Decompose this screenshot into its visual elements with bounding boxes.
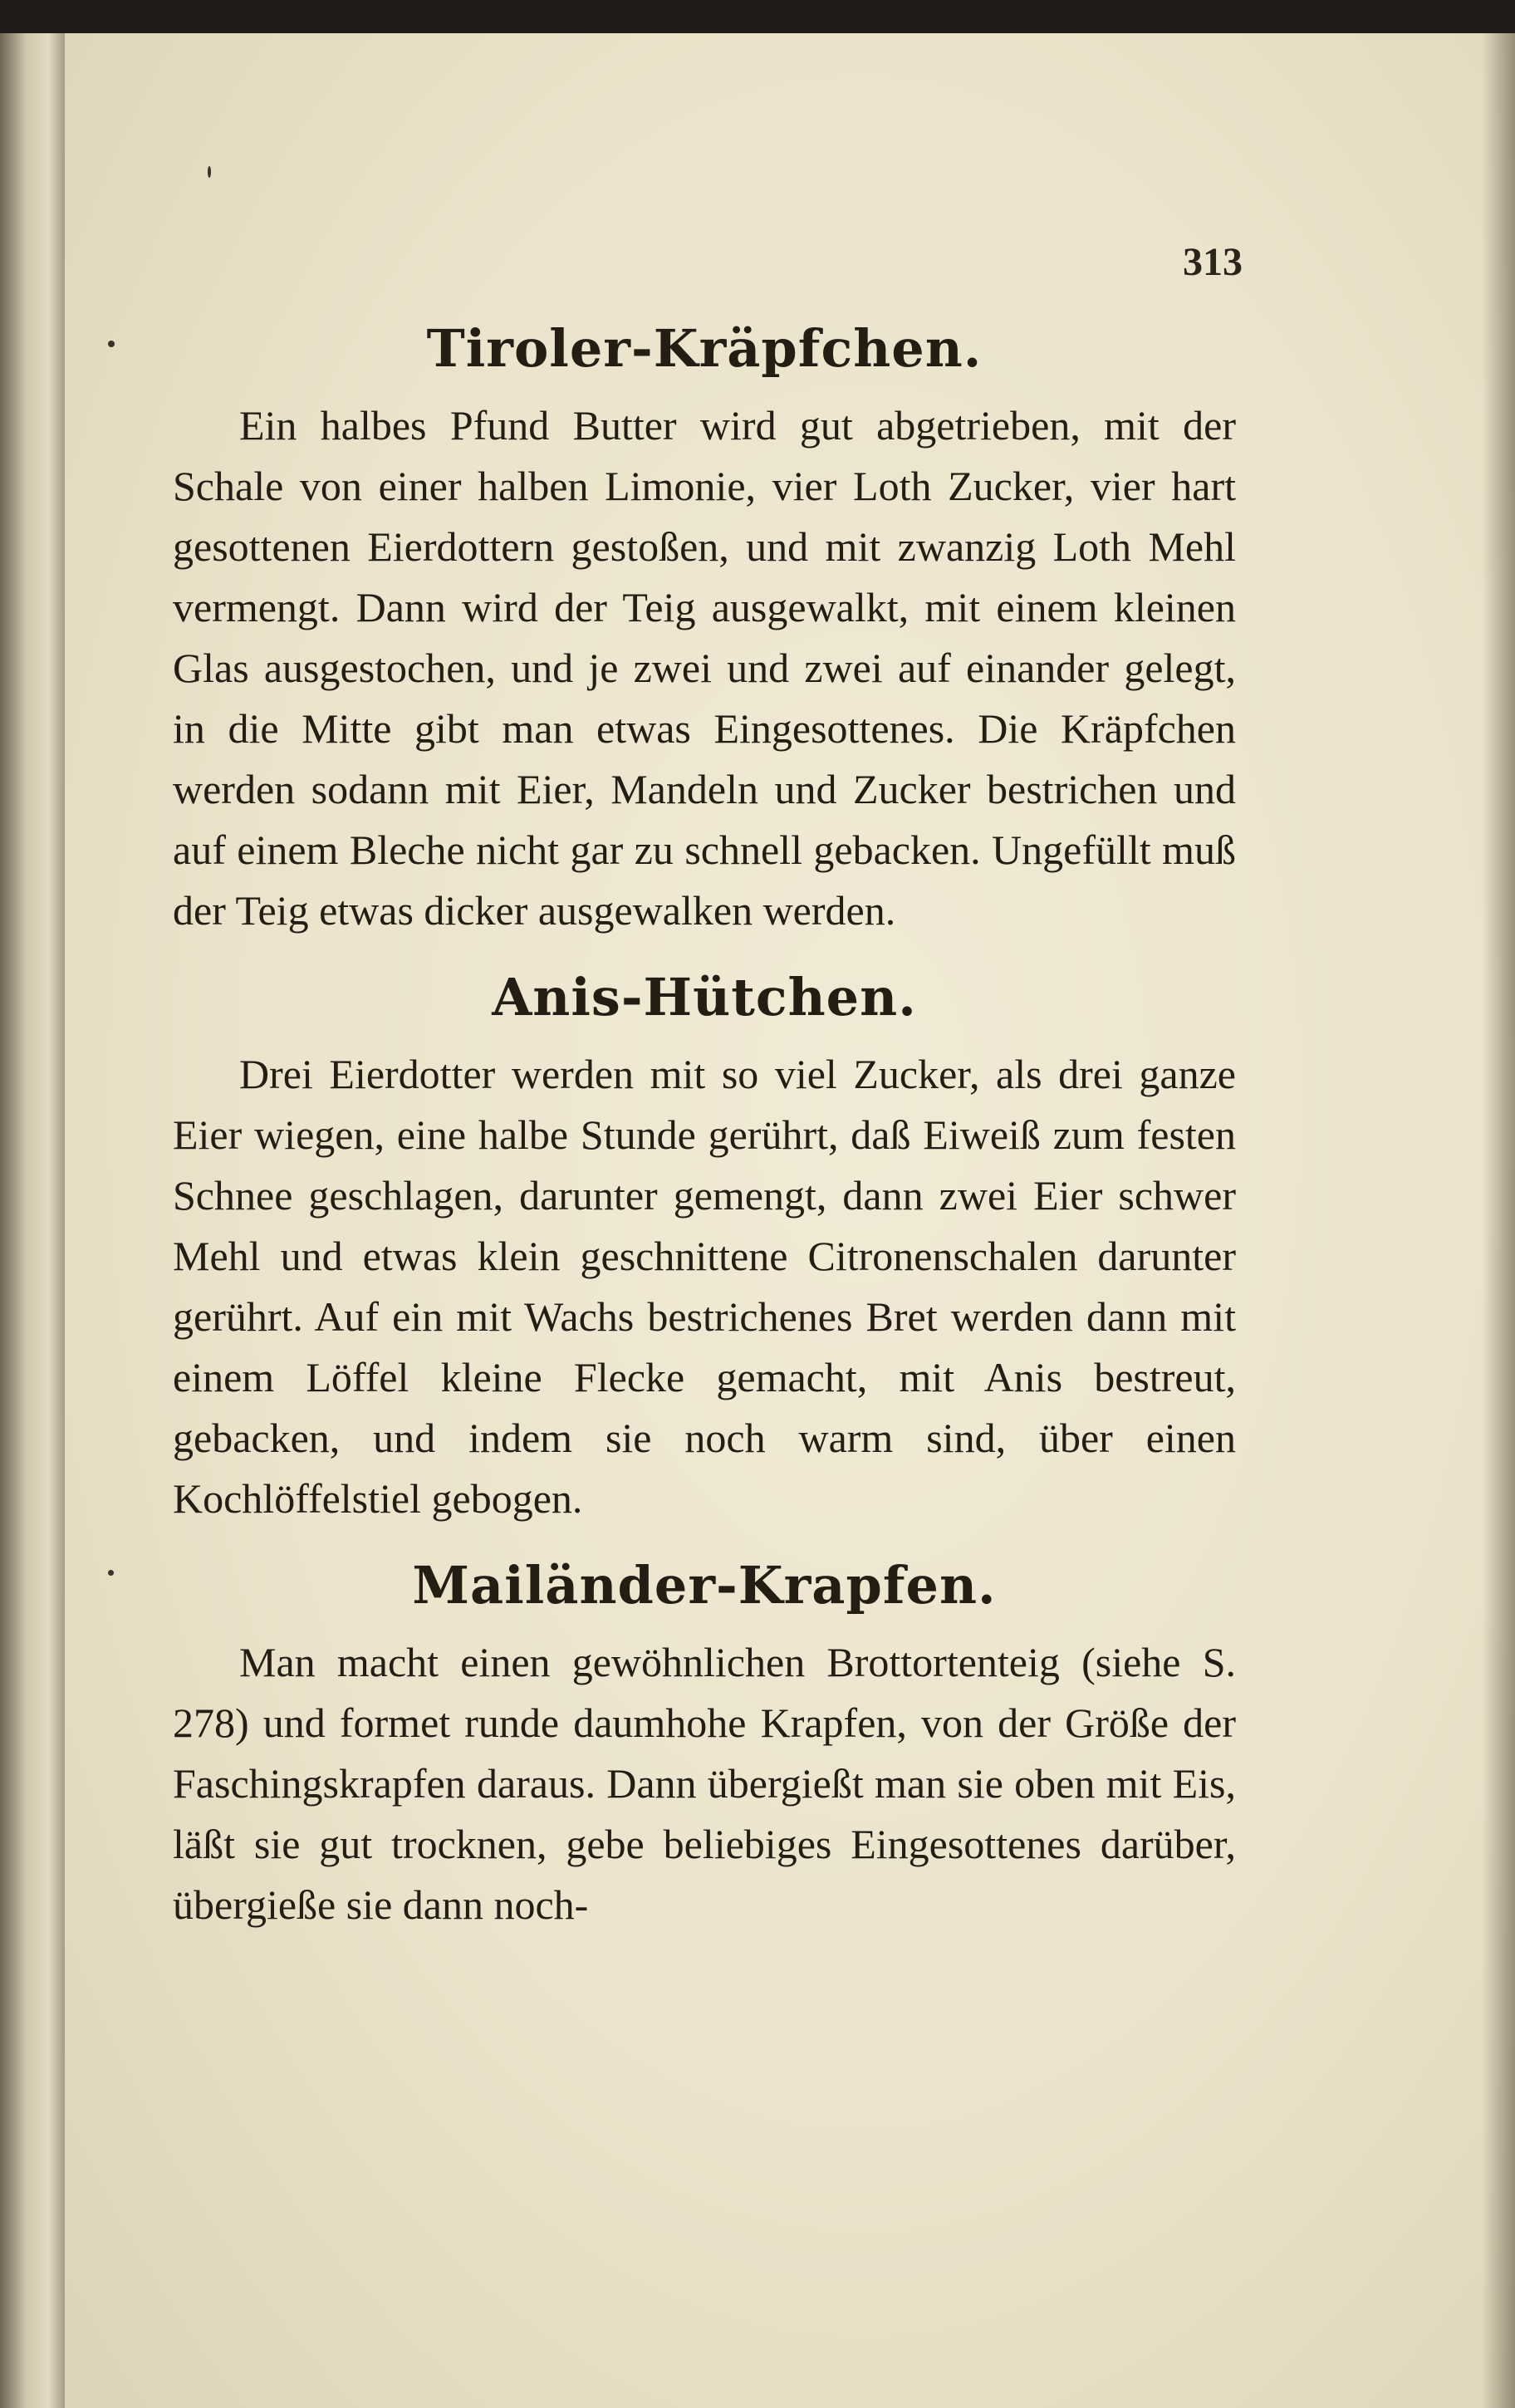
ink-speck	[208, 166, 211, 178]
recipe-text: Drei Eierdotter werden mit so viel Zucker, als drei ganze Eier wiegen, eine halbe Stunde gerührt, daß Eiweiß zum festen Schnee geschlagen, darunter gemengt, dann zwei Eier schwer Mehl und etwas klein geschnittene Citronenschalen darunter gerührt. Auf ein mit Wachs bestrichenes Bret werden dann mit einem Löffel kleine Flecke gemacht, mit Anis bestreut, gebacken, und indem sie noch warm sind, über einen Kochlöffelstiel gebogen.	[173, 1051, 1236, 1522]
recipe-title: Anis-Hütchen.	[492, 967, 917, 1027]
ink-speck	[108, 341, 115, 347]
ink-speck	[108, 1570, 114, 1576]
recipe-title: Tiroler-Kräpfchen.	[426, 318, 983, 379]
recipe-title: Mailänder-Krapfen.	[412, 1555, 997, 1616]
page-number: 313	[1183, 240, 1243, 284]
left-page-edge	[0, 33, 65, 2408]
recipe-text: Man macht einen gewöhnlichen Brottortenteig (siehe S. 278) und formet runde daumhohe Krapfen, von der Größe der Faschingskrapfen daraus. Dann übergießt man sie oben mit Eis, läßt sie gut trocknen, gebe beliebiges Eingesottenes darüber, übergieße sie dann noch-	[173, 1639, 1236, 1928]
page-shadow	[1482, 33, 1515, 2408]
page-body	[173, 316, 1236, 1935]
recipe-text: Ein halbes Pfund Butter wird gut abgetrieben, mit der Schale von einer halben Limonie, vier Loth Zucker, vier hart gesottenen Eierdottern gestoßen, und mit zwanzig Loth Mehl vermengt. Dann wird der Teig ausgewalkt, mit einem kleinen Glas ausgestochen, und je zwei und zwei auf einander gelegt, in die Mitte gibt man etwas Eingesottenes. Die Kräpfchen werden sodann mit Eier, Mandeln und Zucker bestrichen und auf einem Bleche nicht gar zu schnell gebacken. Ungefüllt muß der Teig etwas dicker ausgewalken werden.	[173, 402, 1236, 934]
